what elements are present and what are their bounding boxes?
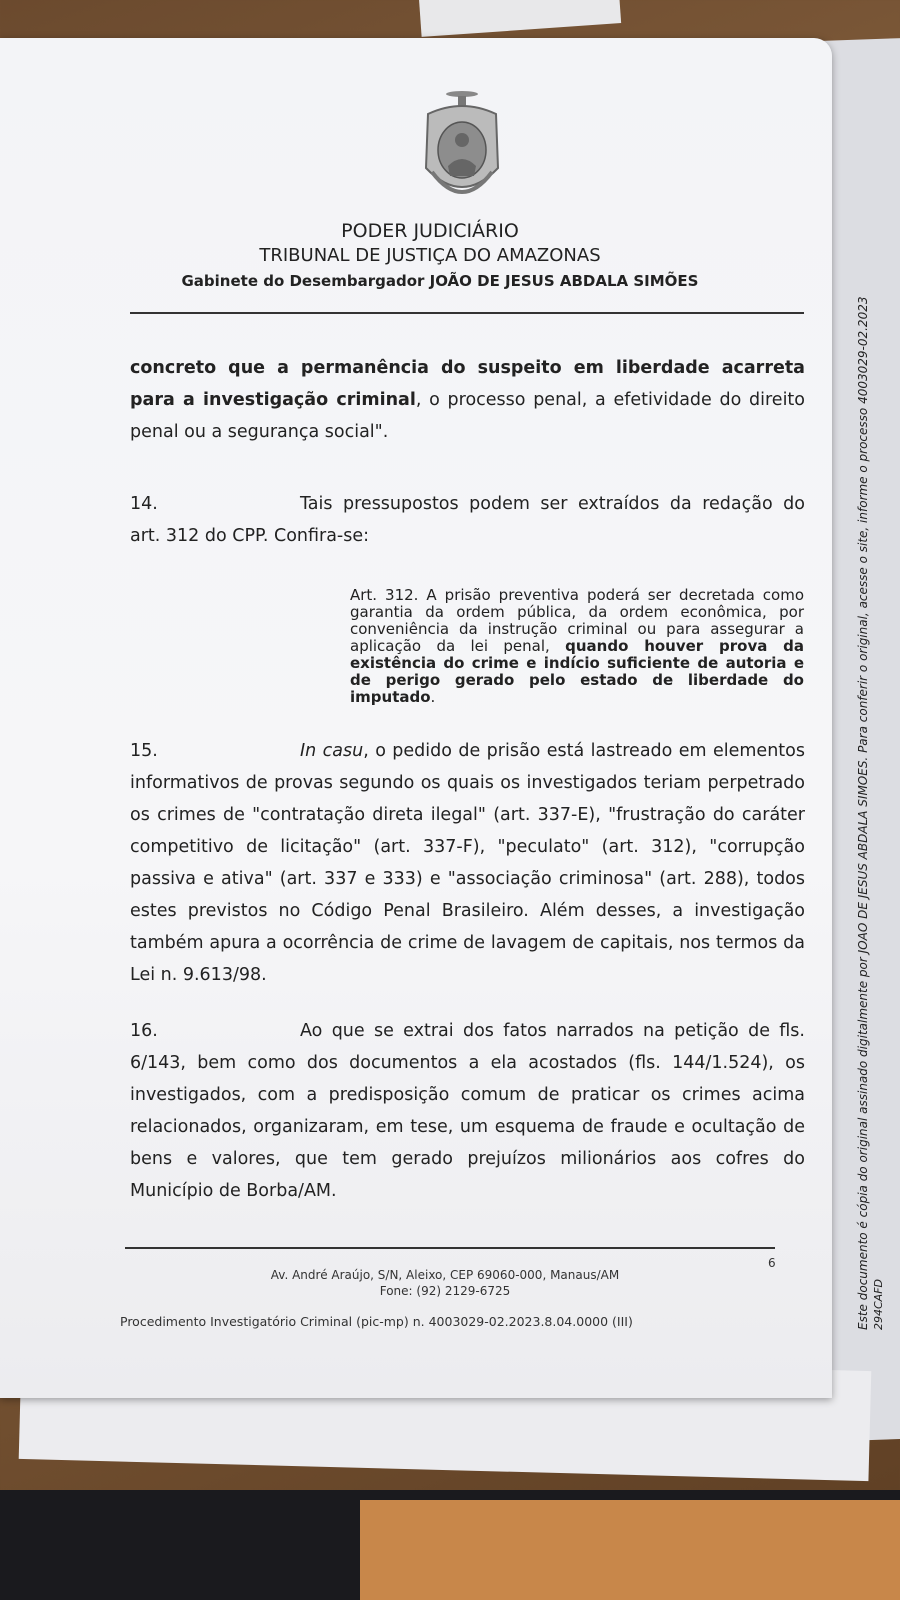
quote-text: Art. 312. A prisão preventiva poderá ser decretada como garantia da ordem pública, da ordem econômica, por conveniência da instrução criminal ou para assegurar a aplicação da lei penal, bbox=[350, 586, 804, 655]
header-office: Gabinete do Desembargador JOÃO DE JESUS ABDALA SIMÕES bbox=[181, 272, 699, 290]
paragraph-16: Ao que se extrai dos fatos narrados na petição de fls. 6/143, bem como dos documentos a ela acostados (fls. 144/1.524), os investigados, com a predisposição comum de praticar os crimes acima relacionados, organizaram, em tese, um esquema de fraude e ocultação de bens e valores, que tem gerado prejuízos milionários aos cofres do Município de Borba/AM. bbox=[130, 1021, 805, 1201]
footer-address: Av. André Araújo, S/N, Aleixo, CEP 69060-000, Manaus/AM bbox=[270, 1268, 620, 1282]
paragraph-bold: concreto que a permanência do suspeito em liberdade acarreta para a investigação criminal bbox=[130, 358, 805, 410]
coat-of-arms-icon bbox=[418, 88, 506, 210]
quote-bold: quando houver prova da existência do crime e indício suficiente de autoria e de perigo gerado pelo estado de liberdade do imputado bbox=[350, 637, 804, 706]
paragraph-continuation bbox=[130, 352, 805, 448]
legal-quote bbox=[350, 587, 804, 706]
paragraph-text: , o pedido de prisão está lastreado em elementos informativos de provas segundo os quais os investigados teriam perpetrado os crimes de "contratação direta ilegal" (art. 337-E), "frustração do caráter competitivo de licitação" (art. 337-F), "peculato" (art. 312), "corrupção passiva e ativa" (art. 337 e 333) e "associação criminosa" (art. 288), todos estes previstos no Código Penal Brasileiro. Além desses, a investigação também apura a ocorrência de crime de lavagem de capitais, nos termos da Lei n. 9.613/98. bbox=[130, 741, 805, 985]
divider bbox=[130, 312, 804, 314]
procedure-number: Procedimento Investigatório Criminal (pic-mp) n. 4003029-02.2023.8.04.0000 (III) bbox=[120, 1314, 633, 1329]
background-paper bbox=[419, 0, 621, 37]
paragraph-15 bbox=[130, 735, 805, 991]
paragraph-number: 14. bbox=[130, 494, 158, 514]
digital-signature-code: 294CAFD bbox=[872, 1279, 885, 1330]
divider bbox=[125, 1247, 775, 1249]
background-surface bbox=[360, 1500, 900, 1600]
paragraph-number: 16. bbox=[130, 1021, 158, 1041]
page-number: 6 bbox=[768, 1256, 776, 1270]
paragraph-text: , o processo penal, a efetividade do direito penal ou a segurança social". bbox=[130, 390, 806, 442]
header-court: TRIBUNAL DE JUSTIÇA DO AMAZONAS bbox=[259, 245, 601, 266]
paragraph-14: Tais pressupostos podem ser extraídos da redação do art. 312 do CPP. Confira-se: bbox=[130, 494, 805, 546]
paragraph-number: 15. bbox=[130, 741, 158, 761]
footer-phone: Fone: (92) 2129-6725 bbox=[379, 1284, 511, 1298]
digital-signature-stamp: Este documento é cópia do original assinado digitalmente por JOAO DE JESUS ABDALA SIMOES. Para conferir o original, acesse o site, informe o processo 4003029-02.2023 bbox=[856, 296, 870, 1330]
header-title: PODER JUDICIÁRIO bbox=[341, 220, 519, 242]
paragraph-italic: In casu bbox=[300, 741, 364, 761]
quote-end: . bbox=[430, 688, 436, 706]
